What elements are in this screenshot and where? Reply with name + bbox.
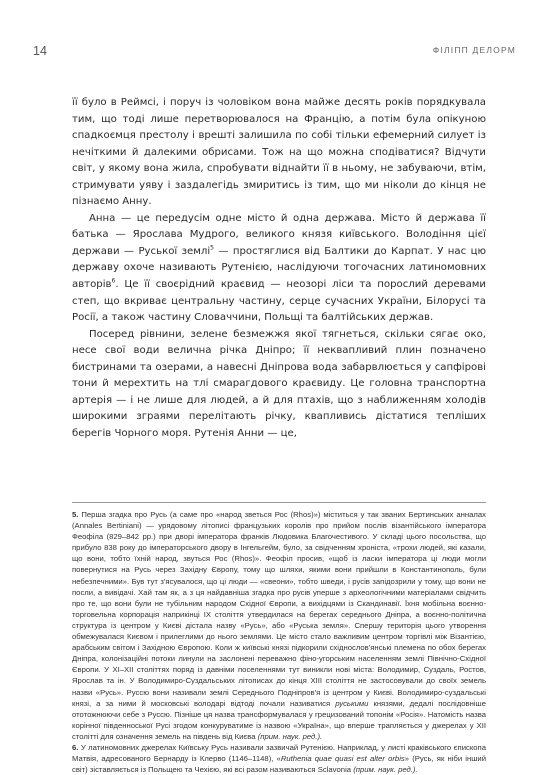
footnote-ref-5[interactable]: 5 <box>210 244 214 252</box>
paragraph-3: Посеред рівнини, зелене безмежжя якої тягнеться, скільки сягає око, несе свої води велична річка Дніпро; її неквапливий плин позначено бистринами та озерами, а навесні Дніпрова вода забарвлюється у сапфірові тони й мерехтить на тлі смарагдового краєвиду. Це головна транспортна артерія — і не лише для людей, а й для птахів, що з наближенням холодів широкими зграями перелітають річку, квапливись дістатися тепліших берегів Чорного моря. Рутенія Анни — це, <box>72 328 486 439</box>
footnote-number: 5. <box>72 510 79 519</box>
footnote-ref-6[interactable]: 6 <box>111 277 116 285</box>
editor-note: (прим. наук. ред.). <box>353 765 418 775</box>
paragraph-2: Анна — це передусім одне місто й одна держава. Місто й держава її батька — Ярослава Мудрого, великого князя київського. Володіння цієї держави — Руської землі$^5$ — простяглися від Балтики до Карпат. У нас цю державу охоче називають Рутенією, наслідуючи тогочасних латиномовних авторів$^6$. Це її своєрідний краєвид — неозорі ліси та порослий деревами степ, що вкриває центральну частину, серце сучасних України, Білорусі та Росії, а також частину Словаччини, Польщі та балтійських держав. <box>72 212 486 324</box>
footnote-5: 5. Перша згадка про Русь (а саме про «народ зветься Рос (Rhos)») міститься у так званих Бертинських анналах (Annales Bertiniani) — урядовому літописі французьких королів про прийом послів візантійського імператора Феофіла (829–842 рр.) при дворі імператора франків Людовика Благочестивого. У складі цього посольства, що прибуло 838 року до імператорського двору в Інгельгейм, було, за свідченням хроніста, «трохи людей, які казали, що вони, тобто їхній народ, звуться Рос (Rhos)». Феофіл просив, «щоб із ласки імператора ці люди могли повернутися на Русь через Західну Європу, тому що шляхи, якими вони прийшли в Константинополь, були небезпечними». Був тут з'ясувалося, що ці люди — «свеони», тобто шведи, і русів запідозрили у тому, що вони не посли, а вивідачі. Хай там як, а з ця найдавніша згадка про русів уперше з археологічними матеріалами свідчить про те, що вони були не тубільним народом Східної Європи, а вихідцями із Скандинавії. Їхня мобільна воєнно-торговельна корпорація наприкінці IX століття утвердилася на берегах середнього Дніпра, а воєнно-політична структура із центром у Києві дістала назву «Русь», або «Руська земля». Спершу територія цього утворення обмежувалася Києвом і прилеглими до нього землями. Це місто стало важливим центром торгівлі між Візантією, арабським світом і Західною Європою. Коли ж київські князі підкорили східнослов'янські племена по обох берегах Дніпра, колонізаційні потоки линули на заслонені переважно фіно-угорським населенням землі Північно-Східної Європи. У XI–XII століттях поряд із давніми поселеннями тут виникли нові міста: Володимир, Суздаль, Ростов, Ярослав та ін. У Володимиро-Суздальських літописах до кінця XIII століття не застосовували до своїх земель назви «Русь». Руссю вони називали землі Середнього Подніпров'я із центром у Києві. Володимиро-суздальські князі, а за ними й московські володарі відтоді почали називатися руськими князями, дедалі послідовніше ототожнюючи себе з Руссю. Пізніше ця назва трансформувалася у грецизований топонім «Росія». Натомість назва корінної південноської Русі згодом конкуруватиме із назвою «Україна», що вперше трапляється у джерелах у XII столітті для означення земель на південь від Києва (прим. наук. ред.). <box>72 510 486 741</box>
main-text <box>72 95 486 442</box>
page-number: 14 <box>33 44 47 58</box>
footnote-divider <box>72 502 486 503</box>
running-head: ФІЛІПП ДЕЛОРМ <box>432 45 516 55</box>
footnote-6: 6. У латиномовних джерелах Київську Русь називали зазвичай Рутенією. Наприклад, у листі краківського єпископа Матвія, адресованого Бернарду із Клерво (1146–1148), «Ruthenia quae quasi est alter orbis» (Русь, як ніби інший світ) зіставляється із Польщею та Чехією, які всі разом називаються Sclavonia (прим. наук. ред.). <box>72 742 486 775</box>
footnotes <box>72 509 486 775</box>
footnote-number: 6. <box>72 742 79 752</box>
editor-note: (прим. наук. ред.). <box>257 731 323 741</box>
paragraph-1: її було в Реймсі, і поруч із чоловіком вона майже десять років порядкувала тим, що тоді лише перетворювалося на Францію, а потім була опікуною спадкоємця престолу і врешті залишила по собі тільки ефемерний силует із нечіткими й далекими обрисами. Тож на що можна сподіватися? Відчути світ, у якому вона жила, спробувати віднайти її в ньому, не забуваючи, втім, стримувати уяву і заздалегідь змиритись із тим, що ми ніколи до кінця не пізнаємо Анну. <box>72 97 486 208</box>
